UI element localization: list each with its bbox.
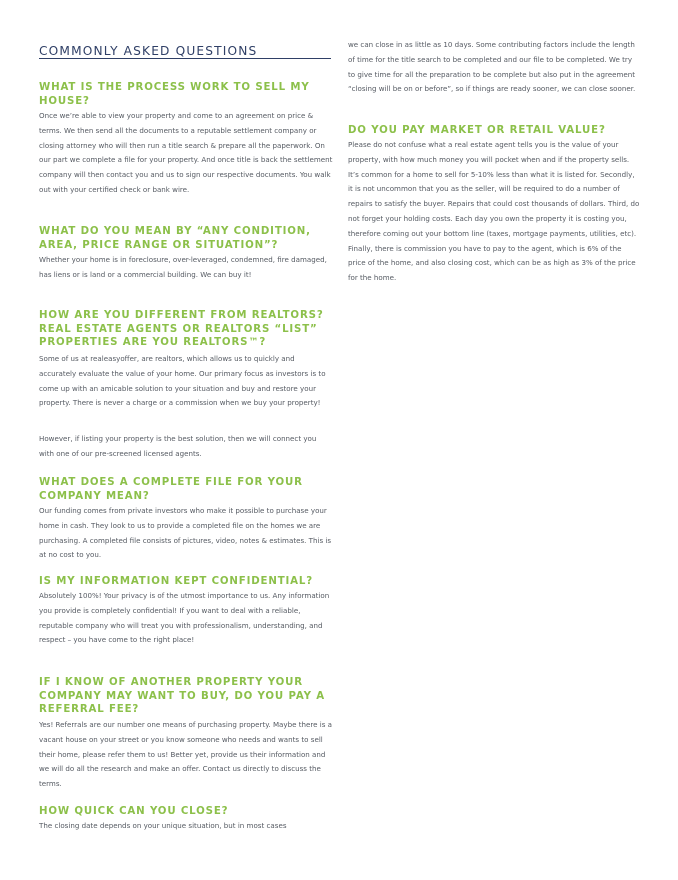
faq-answer: Absolutely 100%! Your privacy is of the utmost importance to us. Any information you provide is completely confidential! If you want to deal with a reliable, reputable company who will treat you with professionalism, understanding, and respect – you have come to the right place! (39, 591, 330, 645)
faq-answer-paragraph-2: However, if listing your property is the best solution, then we will connect you with one of our pre-screened licensed agents. (39, 434, 317, 458)
faq-question: WHAT DOES A COMPLETE FILE FOR YOUR COMPANY MEAN? (39, 477, 303, 502)
faq-question: HOW QUICK CAN YOU CLOSE? (39, 806, 229, 817)
faq-answer: Our funding comes from private investors who make it possible to purchase your home in cash. They look to us to provide a completed file on the homes we are purchasing. A completed file consists of pictures, video, notes & estimates. This is at no cost to you. (39, 506, 332, 560)
faq-answer: Please do not confuse what a real estate agent tells you is the value of your property, with how much money you will pocket when and if the property sells. It’s common for a home to sell for 5-10% less than what it is listed for. Secondly, it is not uncommon that you as the seller, will be required to do a number of repairs to satisfy the buyer. Repairs that could cost thousands of dollars. Third, do not forget your holding costs. Each day you own the property it is costing you, therefore coming out your bottom line (taxes, mortgage payments, utilities, etc). Finally, there is commission you have to pay to the agent, which is 6% of the price of the home, and also closing cost, which can be as high as 3% of the price for the home. (348, 140, 640, 283)
faq-answer: Some of us at realeasyoffer, are realtors, which allows us to quickly and accurately evaluate the value of your home. Our primary focus as investors is to come up with an amicable solution to your situation and buy and restore your property. There is never a charge or a commission when we buy your property! (39, 354, 326, 408)
faq-answer: Once we’re able to view your property and come to an agreement on price & terms. We then send all the documents to a reputable settlement company or closing attorney who will then run a title search & prepare all the paperwork. On our part we complete a file for your property. And once title is back the settlement company will then contact you and us to sign our respective documents. You walk out with your certified check or bank wire. (39, 111, 333, 194)
faq-question: WHAT IS THE PROCESS WORK TO SELL MY HOUSE? (39, 82, 310, 107)
faq-question: HOW ARE YOU DIFFERENT FROM REALTORS? REAL ESTATE AGENTS OR REALTORS “LIST” PROPERTIES ARE YOU REALTORS™? (39, 310, 324, 348)
faq-answer: Whether your home is in foreclosure, over-leveraged, condemned, fire damaged, has liens or is land or a commercial building. We can buy it! (39, 255, 327, 279)
faq-answer: The closing date depends on your unique situation, but in most cases (39, 821, 287, 830)
faq-answer-continued: we can close in as little as 10 days. Some contributing factors include the length of time for the title search to be completed and our file to be completed. We try to give time for all the preparation to be complete but also put in the agreement “closing will be on or before”, so if things are ready sooner, we can close sooner. (348, 40, 636, 94)
title-divider (39, 58, 331, 59)
faq-question: WHAT DO YOU MEAN BY “ANY CONDITION, AREA, PRICE RANGE OR SITUATION”? (39, 226, 311, 251)
faq-question: IF I KNOW OF ANOTHER PROPERTY YOUR COMPANY MAY WANT TO BUY, DO YOU PAY A REFERRAL FEE? (39, 677, 325, 715)
faq-question: IS MY INFORMATION KEPT CONFIDENTIAL? (39, 576, 314, 587)
page-title: COMMONLY ASKED QUESTIONS (39, 44, 258, 59)
faq-question: DO YOU PAY MARKET OR RETAIL VALUE? (348, 125, 606, 136)
faq-answer: Yes! Referrals are our number one means of purchasing property. Maybe there is a vacant house on your street or you know someone who needs and wants to sell their home, please refer them to us! Better yet, provide us their information and we will do all the research and make an offer. Contact us directly to discuss the terms. (39, 720, 333, 789)
